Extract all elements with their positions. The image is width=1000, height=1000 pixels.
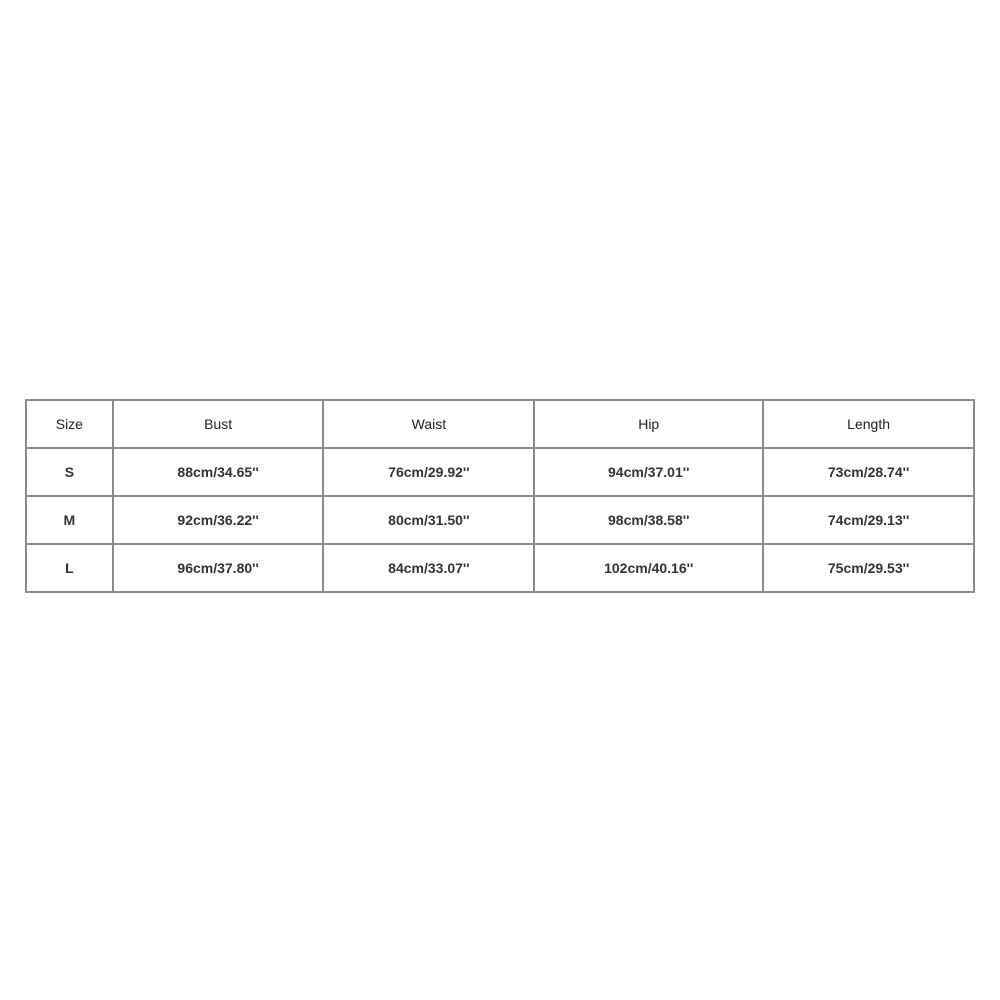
cell-size: L (26, 544, 113, 592)
cell-waist: 76cm/29.92'' (323, 448, 534, 496)
cell-size: S (26, 448, 113, 496)
size-chart-table (25, 399, 975, 593)
cell-waist: 80cm/31.50'' (323, 496, 534, 544)
cell-bust: 92cm/36.22'' (113, 496, 324, 544)
cell-length: 74cm/29.13'' (763, 496, 974, 544)
cell-size: M (26, 496, 113, 544)
header-length: Length (763, 400, 974, 448)
cell-hip: 102cm/40.16'' (534, 544, 763, 592)
cell-length: 73cm/28.74'' (763, 448, 974, 496)
cell-waist: 84cm/33.07'' (323, 544, 534, 592)
cell-length: 75cm/29.53'' (763, 544, 974, 592)
header-bust: Bust (113, 400, 324, 448)
header-size: Size (26, 400, 113, 448)
header-waist: Waist (323, 400, 534, 448)
table-row (26, 496, 974, 544)
header-hip: Hip (534, 400, 763, 448)
table-row (26, 448, 974, 496)
table-row (26, 544, 974, 592)
cell-hip: 94cm/37.01'' (534, 448, 763, 496)
table-header-row (26, 400, 974, 448)
cell-hip: 98cm/38.58'' (534, 496, 763, 544)
cell-bust: 88cm/34.65'' (113, 448, 324, 496)
cell-bust: 96cm/37.80'' (113, 544, 324, 592)
